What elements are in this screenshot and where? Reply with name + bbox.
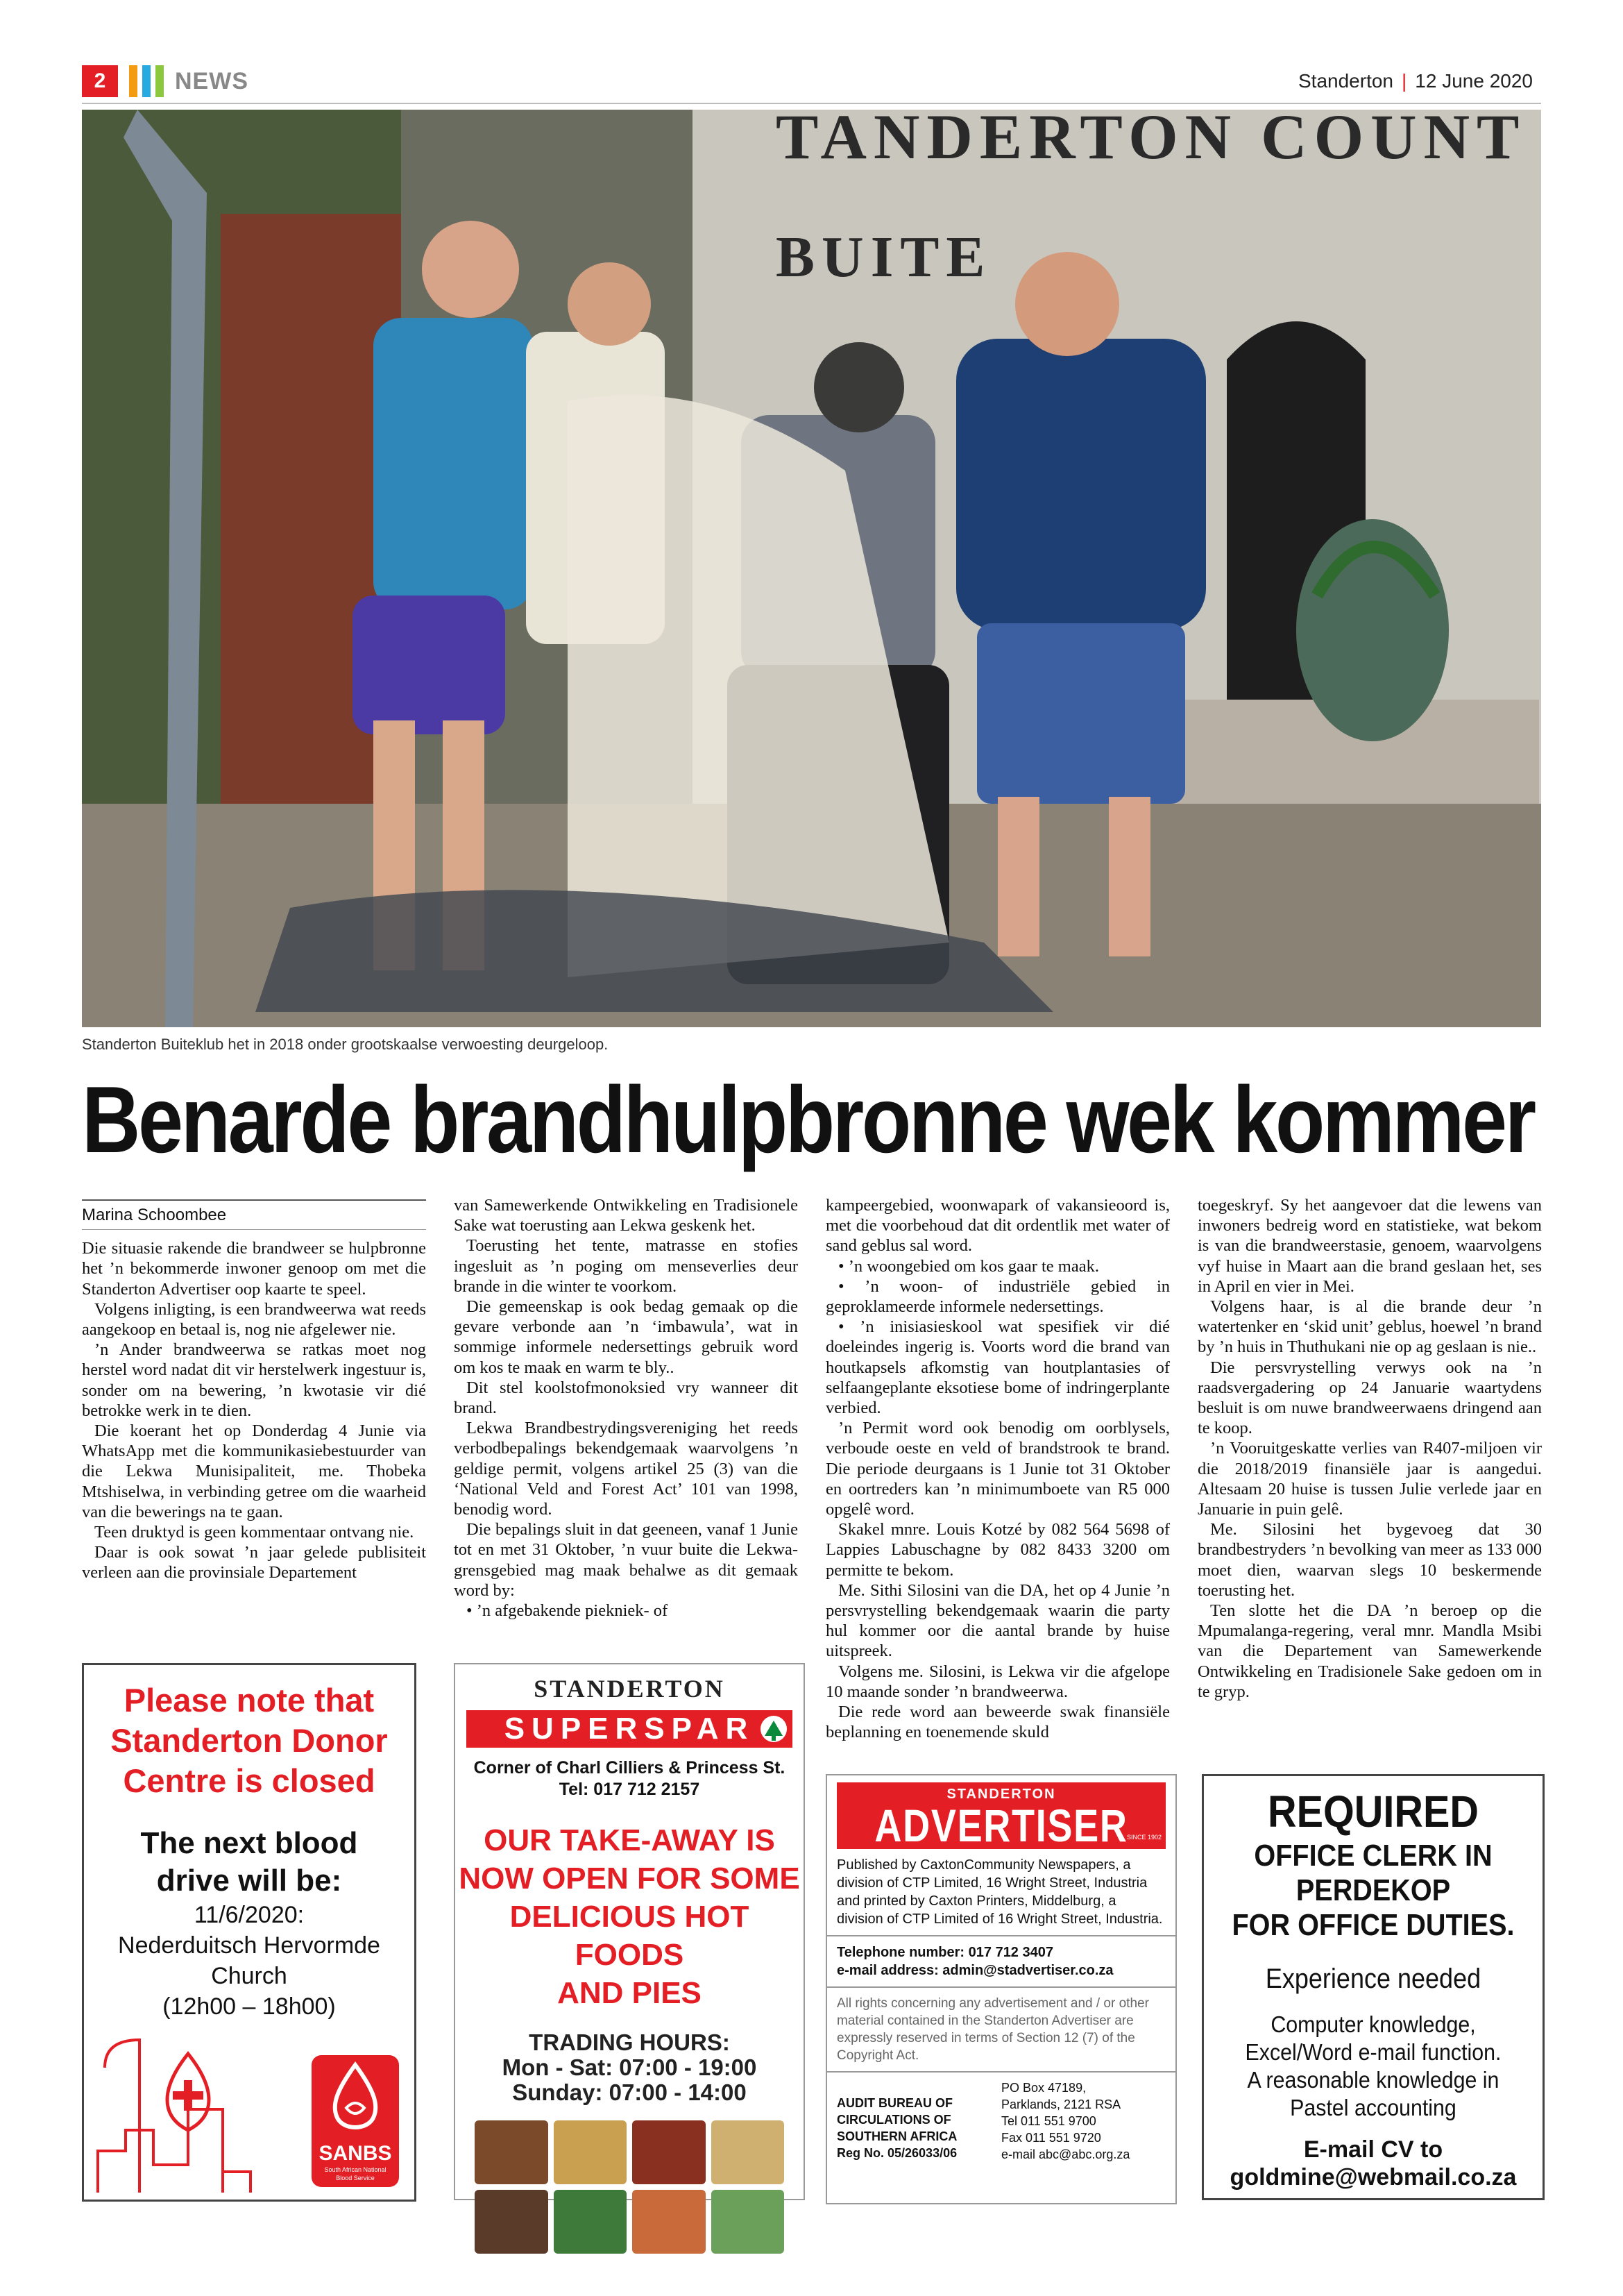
issue-date: 12 June 2020	[1415, 70, 1533, 92]
paragraph: Skakel mnre. Louis Kotzé by 082 564 5698 of Lappies Labuschagne by 082 8433 3200 om permitte te bekom.	[826, 1520, 1170, 1580]
photo-caption: Standerton Buiteklub het in 2018 onder grootskaalse verwoesting deurgeloop.	[82, 1036, 609, 1053]
food-photos	[475, 2120, 784, 2254]
abc-info: AUDIT BUREAU OF CIRCULATIONS OF SOUTHERN AFRICA Reg No. 05/26033/06 PO Box 47189, Parklands, 2121 RSA Tel 011 551 9700 Fax 011 551 9720 e-mail abc@abc.org.za	[837, 2081, 1130, 2161]
copyright-notice: All rights concerning any advertisement and / or other material contained in the Standerton Advertiser are expressly reserved in terms of Section 12 (7) of the Copyright Act.	[827, 1988, 1175, 2073]
spar-trading-hours: TRADING HOURS: Mon - Sat: 07:00 - 19:00 Sunday: 07:00 - 14:00	[502, 2029, 757, 2105]
section-stripe-green	[155, 65, 164, 97]
job-advert	[1202, 1774, 1545, 2200]
sign-text-2: BUITE	[776, 225, 992, 289]
article-column-1	[82, 1199, 426, 1583]
paragraph: kampeergebied, woonwapark of vakansieoord is, met die voorbehoud dat dit ordentlik met water of sand geblus sal word.	[826, 1196, 1170, 1256]
spar-tree-icon	[760, 1716, 787, 1742]
paragraph: Teen druktyd is geen kommentaar ontvang nie.	[94, 1523, 414, 1542]
sanbs-logo: SANBS South African National Blood Service	[312, 2055, 399, 2187]
paragraph: Lekwa Brandbestrydingsvereniging het reeds verbodbepalings bekendgemaak waarvolgens ’n geldige permit, volgens artikel 25 (3) van die ‘National Veld and Forest Act’ 101 van 1998, benodig word.	[454, 1419, 798, 1519]
photo-scene	[82, 110, 1541, 1027]
paragraph: Volgens haar, is al die brande deur ’n watertenker en ‘skid unit’ geblus, hoewel ’n brand by ’n huis in Thuthukani nie op ag geslaan is nie..	[1198, 1297, 1542, 1357]
header-rule	[82, 103, 1541, 104]
paragraph: Me. Silosini het bygevoeg dat 30 brandbestryders ’n bevolking van meer as 133 000 moet dien, waarvan slegs 10 beskermende toerusting het.	[1198, 1520, 1542, 1600]
spar-logo: SUPERSPAR	[466, 1710, 792, 1748]
paragraph: Toerusting het tente, matrasse en stofies ingesluit as ’n poging om menseverlies deur brande in die winter te voorkom.	[454, 1236, 798, 1296]
donor-heading: Please note that Standerton Donor Centre is closed	[110, 1682, 388, 1799]
drive-details: 11/6/2020: Nederduitsch Hervormde Church (12h00 – 18h00)	[118, 1902, 380, 2020]
paragraph: ’n Vooruitgeskatte verlies van R407-miljoen vir die 2018/2019 finansiële jaar is aangedui. Altesaam 20 huise is tussen Julie verlede jaar en Januarie in puin gelê.	[1198, 1439, 1542, 1519]
spar-town: STANDERTON	[534, 1675, 725, 1703]
section-stripe-orange	[129, 65, 137, 97]
paragraph: Die situasie rakende die brandweer se hulpbronne het ’n bekommerde inwoner genoop om met die Standerton Advertiser oop kaarte te speel.	[82, 1239, 426, 1299]
paragraph: Ten slotte het die DA ’n beroep op die Mpumalanga-regering, veral mnr. Mandla Msibi van die Departement van Samewerkende Ontwikkeling en Tradisionele Sake gedoen om in te gryp.	[1198, 1601, 1542, 1701]
job-contact: E-mail CV to goldmine@webmail.co.za	[1230, 2136, 1517, 2191]
spar-address: Corner of Charl Cilliers & Princess St. Tel: 017 712 2157	[473, 1758, 785, 1799]
paragraph: van Samewerkende Ontwikkeling en Tradisionele Sake wat toerusting aan Lekwa geskenk het.	[454, 1196, 798, 1235]
paragraph: toegeskryf. Sy het aangevoer dat die lewens van inwoners bedreig word en statistieke, wat bekom is van die brandweerstasie, genoem, waarvolgens vyf huise in Maart aan die brand geslaan het, ses in April en vier in Mei.	[1198, 1196, 1542, 1296]
paragraph: Daar is ook sowat ’n jaar gelede publisiteit verleen aan die provinsiale Departement	[82, 1543, 426, 1582]
paper-name: Standerton	[1298, 70, 1393, 92]
header-info: Standerton | 12 June 2020	[1298, 70, 1533, 92]
paragraph: • ’n woongebied om kos gaar te maak.	[838, 1256, 1099, 1276]
job-title: REQUIRED	[1267, 1787, 1479, 1837]
blood-drop-icon	[312, 2055, 399, 2138]
job-skills: Computer knowledge, Excel/Word e-mail function. A reasonable knowledge in Pastel accounting	[1245, 2011, 1502, 2120]
paragraph: • ’n woon- of industriële gebied in geproklameerde informele nedersettings.	[826, 1276, 1170, 1317]
paragraph: Dit stel koolstofmonoksied vry wanneer dit brand.	[454, 1378, 798, 1418]
paragraph: • ’n afgebakende piekniek- of	[466, 1601, 668, 1621]
article-column-2	[454, 1195, 798, 1621]
article-photo	[82, 110, 1541, 1027]
job-experience: Experience needed	[1265, 1964, 1481, 1994]
paragraph: Volgens inligting, is een brandweerwa wat reeds aangekoop en betaal is, nog nie afgelewer nie.	[82, 1299, 426, 1340]
headline: Benarde brandhulpbronne wek kommer	[82, 1067, 1534, 1172]
paragraph: Die bepalings sluit in dat geeneen, vanaf 1 Junie tot en met 31 Oktober, ’n vuur buite die Lekwa-grensgebied mag maak behalwe as dit gemaak word by:	[454, 1520, 798, 1600]
superspar-advert	[454, 1663, 805, 2200]
paragraph: Die gemeenskap is ook bedag gemaak op die gevare verbonde aan ’n ‘imbawula’, wat in sommige informele nedersettings gebruik word om kos te maak en warm te bly..	[454, 1297, 798, 1377]
advertiser-masthead-info	[826, 1774, 1177, 2204]
byline: Marina Schoombee	[82, 1199, 426, 1230]
article-column-3	[826, 1195, 1170, 1742]
contact-info: Telephone number: 017 712 3407 e-mail address: admin@stadvertiser.co.za	[827, 1936, 1175, 1988]
paragraph: Me. Sithi Silosini van die DA, het op 4 Junie ’n persvrystelling bekendgemaak waarin die party hul kommer oor die aantal brande by huise uitspreek.	[826, 1580, 1170, 1661]
sign-text: TANDERTON COUNT	[776, 110, 1527, 172]
paragraph: • ’n inisiasieskool wat spesifiek vir dié doeleindes ingerig is. Voorts word die brand van houtkapsels afkomstig van houtplantasies of selfaangeplante eksotiese bome of indringerplante verbied.	[826, 1317, 1170, 1418]
job-position: OFFICE CLERK IN PERDEKOP FOR OFFICE DUTIES.	[1232, 1839, 1515, 1942]
paragraph: ’n Permit word ook benodig om oorblysels, verboude oeste en veld of brandstrook te brand. Die periode deurgaans is 1 Junie tot 31 Oktober en oortreders kan ’n minimumboete van R5 000 opgelê word.	[826, 1419, 1170, 1519]
paragraph: ’n Ander brandweerwa se ratkas moet nog herstel word nadat dit vir herstelwerk ingestuur is, sonder om na bewering, ’n kwotasie vir dié betrokke werk in te dien.	[82, 1340, 426, 1420]
section-label: NEWS	[175, 68, 248, 94]
paragraph: Die persvrystelling verwys ook na ’n raadsvergadering op 24 Januarie waartydens besluit is om nuwe brandweerwaens dringend aan te koop.	[1198, 1358, 1542, 1438]
section-stripe-blue	[142, 65, 151, 97]
next-drive-heading: The next blood drive will be:	[140, 1826, 358, 1898]
paragraph: Die koerant het op Donderdag 4 Junie via WhatsApp met die kommunikasiebestuurder van die Lekwa Munisipaliteit, me. Thobeka Mtshiselwa, in verbinding getree om die waarheid van die bewerings na te gaan.	[82, 1421, 426, 1521]
paragraph: Volgens me. Silosini, is Lekwa vir die afgelope 10 maande sonder ’n brandweerwa.	[826, 1662, 1170, 1701]
spar-promo: OUR TAKE-AWAY IS NOW OPEN FOR SOME DELICIOUS HOT FOODS AND PIES	[459, 1823, 800, 2010]
publisher-info: Published by CaxtonCommunity Newspapers, a division of CTP Limited, 16 Wright Street, Industria and printed by Caxton Printers, Middelburg, a division of CTP Limited of 16 Wright Street, Industria.	[827, 1849, 1175, 1936]
article-column-4	[1198, 1195, 1542, 1702]
page-number: 2	[82, 65, 118, 97]
blood-donor-notice	[82, 1663, 416, 2202]
advertiser-logo: STANDERTON ADVERTISER SINCE 1902	[837, 1782, 1166, 1849]
paragraph: Die rede word aan beweerde swak finansiële beplanning en toenemende skuld	[826, 1703, 1170, 1742]
